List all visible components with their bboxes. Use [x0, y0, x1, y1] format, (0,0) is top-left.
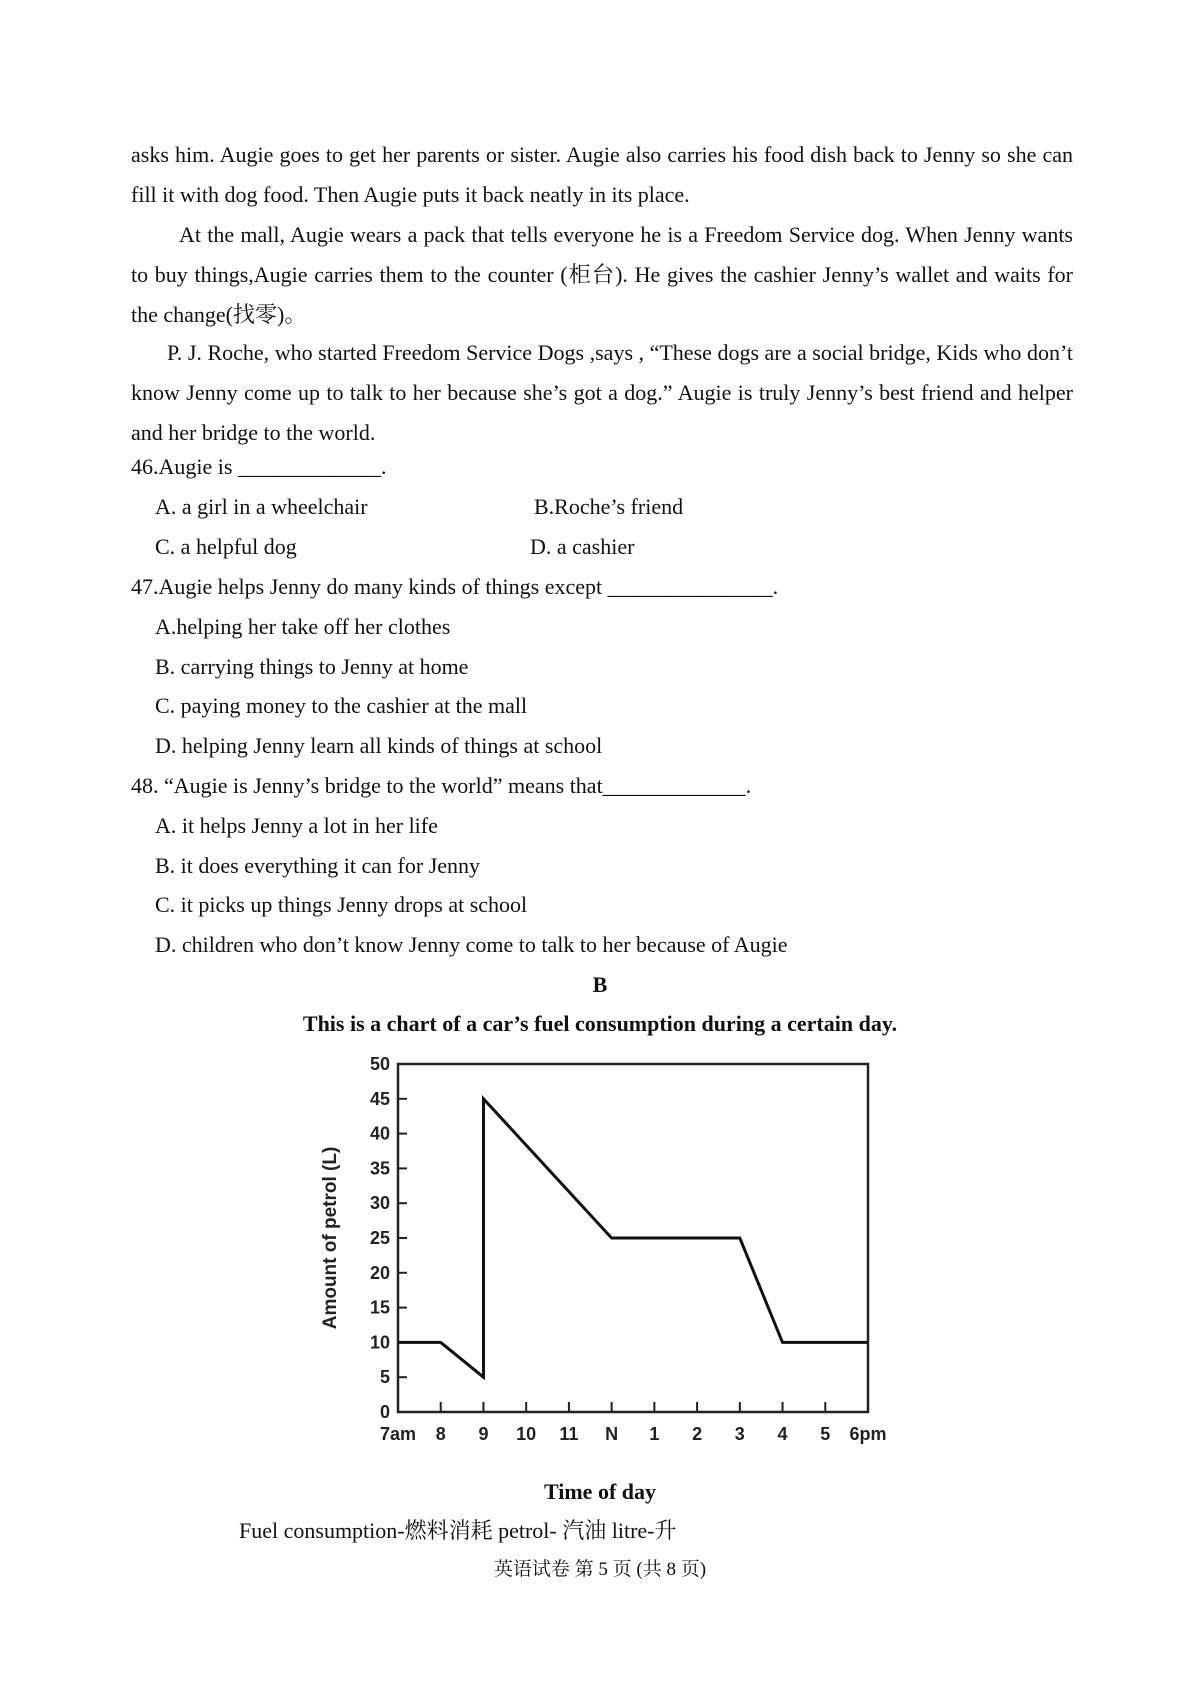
y-axis-ticks [370, 1054, 407, 1422]
passage-paragraph-3: P. J. Roche, who started Freedom Service Dogs ,says , “These dogs are a social bridge, Kids who don’t know Jenny come up to talk to her because she’s got a dog.” Augie is truly Jenny’s best friend and helper and her bridge to the world. [131, 340, 1073, 445]
passage-paragraph-1: asks him. Augie goes to get her parents or sister. Augie also carries his food dish back to Jenny so she can fill it with dog food. Then Augie puts it back neatly in its place. [131, 142, 1073, 207]
x-axis-label: Time of day [543, 1479, 657, 1504]
x-tick-label: 11 [559, 1424, 579, 1444]
y-tick-label: 40 [369, 1123, 390, 1144]
x-tick-label: 8 [435, 1424, 446, 1444]
question-46-option-d: D. a cashier [530, 534, 635, 559]
x-tick-label: 5 [820, 1424, 831, 1444]
y-tick-label: 15 [369, 1297, 390, 1318]
y-tick-label: 45 [369, 1088, 390, 1109]
x-tick-label: 7am [379, 1424, 417, 1444]
question-48-option-b: B. it does everything it can for Jenny [155, 853, 481, 878]
question-46-option-c: C. a helpful dog [155, 534, 297, 559]
x-tick-label: 10 [516, 1424, 537, 1444]
petrol-amount-line [398, 1099, 868, 1377]
y-tick-label: 30 [369, 1193, 390, 1214]
question-46-stem: 46.Augie is _____________. [131, 454, 387, 479]
section-b-heading: This is a chart of a car’s fuel consumption during a certain day. [302, 1011, 898, 1036]
question-48-option-d: D. children who don’t know Jenny come to talk to her because of Augie [155, 932, 788, 957]
y-tick-label: 5 [379, 1367, 390, 1388]
question-47-option-d: D. helping Jenny learn all kinds of things at school [155, 733, 603, 758]
chart-series [398, 1099, 868, 1377]
question-47-option-a: A.helping her take off her clothes [155, 614, 451, 639]
x-tick-label: 6pm [849, 1424, 887, 1444]
x-axis-ticks [380, 1402, 887, 1444]
question-46-option-a: A. a girl in a wheelchair [155, 494, 368, 519]
glossary-line: Fuel consumption-燃料消耗 petrol- 汽油 litre-升 [239, 1518, 677, 1543]
question-47-stem: 47.Augie helps Jenny do many kinds of things except _______________. [131, 574, 779, 599]
y-axis-label: Amount of petrol (L) [320, 1146, 341, 1330]
y-tick-label: 25 [369, 1228, 390, 1248]
question-46-option-b: B.Roche’s friend [534, 494, 684, 519]
x-tick-label: 2 [692, 1424, 703, 1444]
x-tick-label: 9 [478, 1424, 489, 1444]
passage-paragraph-2: At the mall, Augie wears a pack that tells everyone he is a Freedom Service dog. When Jenny wants to buy things,Augie carries them to the counter (柜台). He gives the cashier Jenny’s wallet and waits for the change(找零)。 [131, 222, 1073, 327]
x-tick-label: 3 [734, 1424, 745, 1444]
page-footer: 英语试卷 第 5 页 (共 8 页) [493, 1559, 707, 1580]
y-tick-label: 0 [379, 1402, 390, 1422]
y-tick-label: 50 [369, 1054, 390, 1074]
fuel-consumption-chart [320, 1050, 910, 1455]
question-48-option-a: A. it helps Jenny a lot in her life [155, 813, 438, 838]
question-48-stem: 48. “Augie is Jenny’s bridge to the world” means that_____________. [131, 773, 752, 798]
y-tick-label: 10 [369, 1332, 390, 1353]
question-47-option-c: C. paying money to the cashier at the mall [155, 693, 528, 718]
y-tick-label: 20 [369, 1262, 390, 1283]
y-tick-label: 35 [369, 1158, 390, 1179]
question-47-option-b: B. carrying things to Jenny at home [155, 654, 469, 679]
x-tick-label: 4 [777, 1424, 788, 1444]
x-tick-label: 1 [649, 1424, 660, 1444]
x-tick-label: N [605, 1424, 619, 1444]
section-b-letter: B [592, 972, 608, 997]
question-48-option-c: C. it picks up things Jenny drops at school [155, 892, 528, 917]
